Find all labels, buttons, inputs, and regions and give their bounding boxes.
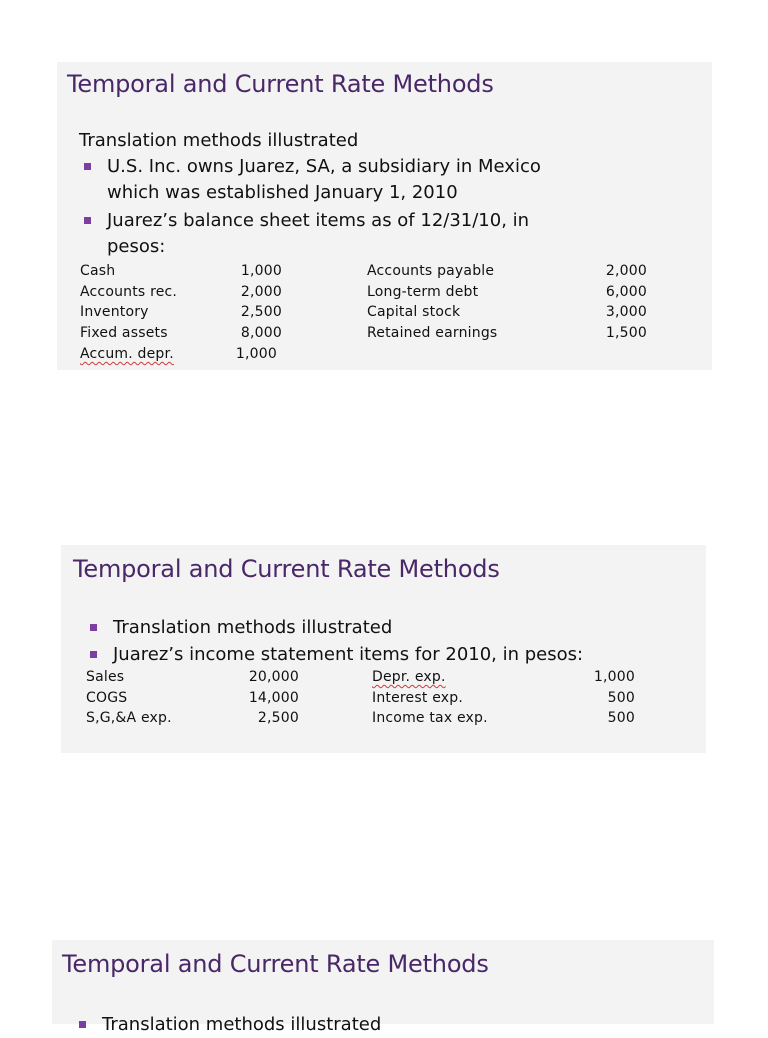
line-item-value: 500 [607, 710, 635, 726]
bullet-item: Juarez’s income statement items for 2010, in pesos: [113, 642, 583, 668]
line-item-value: 1,000 [593, 669, 635, 685]
line-item-value: 500 [607, 690, 635, 706]
line-item-label: Income tax exp. [372, 710, 488, 726]
slide-title: Temporal and Current Rate Methods [67, 70, 494, 98]
line-item-value: 1,000 [240, 263, 282, 279]
line-item-value: 3,000 [605, 304, 647, 320]
line-item-value: 2,500 [240, 304, 282, 320]
bullet-item: Juarez’s balance sheet items as of 12/31/10, in pesos: [107, 208, 529, 260]
line-item-label: Accounts payable [367, 263, 495, 279]
line-item-value: 14,000 [248, 690, 299, 706]
line-item-value: 20,000 [248, 669, 299, 685]
line-item-label: Accum. depr. [80, 346, 174, 362]
slide-title: Temporal and Current Rate Methods [73, 555, 500, 583]
line-item-value: 1,500 [605, 325, 647, 341]
line-item-label: Accounts rec. [80, 284, 178, 300]
bullet-square-icon [90, 651, 97, 658]
line-item-value: 6,000 [605, 284, 647, 300]
bullet-square-icon [90, 624, 97, 631]
line-item-label: Cash [80, 263, 116, 279]
line-item-label: Retained earnings [367, 325, 498, 341]
line-item-label: Interest exp. [372, 690, 463, 706]
line-item-label: Sales [86, 669, 125, 685]
bullet-square-icon [79, 1021, 86, 1028]
bullet-item: U.S. Inc. owns Juarez, SA, a subsidiary in Mexico which was established January 1, 2010 [107, 154, 541, 206]
line-item-label: Capital stock [367, 304, 461, 320]
line-item-value: 1,000 [235, 346, 277, 362]
slide-partial [52, 940, 714, 1035]
bullet-square-icon [84, 217, 91, 224]
line-item-label: Long-term debt [367, 284, 479, 300]
line-item-value: 2,500 [257, 710, 299, 726]
line-item-label: Inventory [80, 304, 149, 320]
bullet-square-icon [84, 163, 91, 170]
line-item-value: 8,000 [240, 325, 282, 341]
slide-subheading: Translation methods illustrated [79, 130, 359, 151]
slide-income-statement [61, 545, 706, 753]
line-item-label: S,G,&A exp. [86, 710, 172, 726]
line-item-label: Fixed assets [80, 325, 168, 341]
line-item-label: Depr. exp. [372, 669, 446, 685]
line-item-value: 2,000 [605, 263, 647, 279]
line-item-label: COGS [86, 690, 128, 706]
bullet-item: Translation methods illustrated [113, 615, 392, 641]
bullet-item: Translation methods illustrated [102, 1012, 381, 1038]
slide-balance-sheet [57, 62, 712, 370]
slide-title: Temporal and Current Rate Methods [62, 950, 489, 978]
line-item-value: 2,000 [240, 284, 282, 300]
